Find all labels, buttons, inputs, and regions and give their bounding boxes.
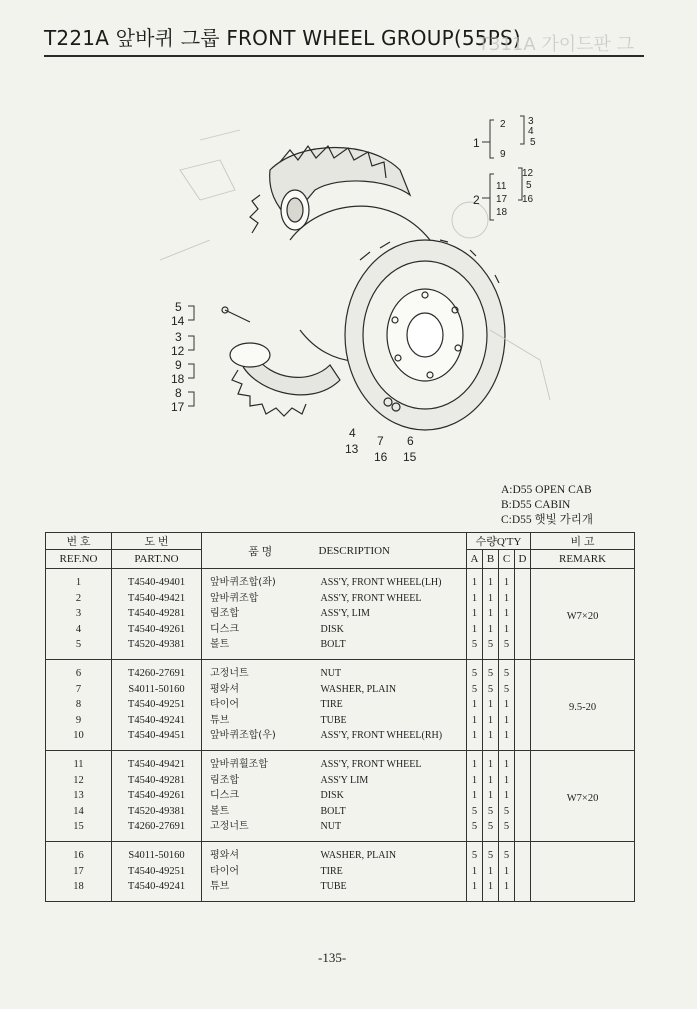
ref-cell: 1 bbox=[46, 569, 112, 591]
qty-c-cell: 1 bbox=[499, 697, 515, 713]
ref-cell: 6 bbox=[46, 659, 112, 681]
qty-c-cell: 1 bbox=[499, 622, 515, 638]
part-no-cell: T4540-49281 bbox=[112, 773, 202, 789]
qty-c-cell: 5 bbox=[499, 841, 515, 863]
description-cell: BOLT bbox=[319, 804, 467, 820]
qty-a-cell: 1 bbox=[467, 606, 483, 622]
qty-a-cell: 1 bbox=[467, 622, 483, 638]
qty-b-cell: 1 bbox=[483, 569, 499, 591]
part-header-kr: 도 번 bbox=[112, 533, 202, 550]
korean-name-cell: 타이어 bbox=[202, 697, 319, 713]
qty-c-cell: 5 bbox=[499, 819, 515, 841]
korean-name-cell: 앞바퀴조합(좌) bbox=[202, 569, 319, 591]
qty-b-cell: 5 bbox=[483, 804, 499, 820]
description-cell: BOLT bbox=[319, 637, 467, 659]
qty-c-cell: 1 bbox=[499, 713, 515, 729]
legend-b: B:D55 CABIN bbox=[501, 499, 571, 511]
page-number: -135- bbox=[318, 950, 347, 965]
group-2-item: 18 bbox=[496, 207, 508, 218]
qty-c-cell: 5 bbox=[499, 659, 515, 681]
qty-a-cell: 1 bbox=[467, 591, 483, 607]
korean-name-cell: 앞바퀴휠조합 bbox=[202, 750, 319, 772]
name-header-kr: 품 명 bbox=[202, 533, 319, 569]
ref-cell: 14 bbox=[46, 804, 112, 820]
description-cell: ASS'Y LIM bbox=[319, 773, 467, 789]
callout-15: 15 bbox=[403, 450, 417, 464]
ref-cell: 5 bbox=[46, 637, 112, 659]
korean-name-cell: 디스크 bbox=[202, 788, 319, 804]
remark-text: W7×20 bbox=[566, 611, 599, 623]
qty-c-cell: 1 bbox=[499, 750, 515, 772]
description-cell: NUT bbox=[319, 819, 467, 841]
part-no-cell: T4540-49261 bbox=[112, 788, 202, 804]
description-cell: TIRE bbox=[319, 864, 467, 880]
table-row bbox=[46, 750, 635, 772]
ref-cell: 12 bbox=[46, 773, 112, 789]
qty-d-cell bbox=[515, 659, 531, 681]
qty-d-cell bbox=[515, 569, 531, 591]
group-1-item: 3 bbox=[528, 116, 534, 127]
description-cell: WASHER, PLAIN bbox=[319, 682, 467, 698]
qty-b-cell: 1 bbox=[483, 728, 499, 750]
qty-c-cell: 1 bbox=[499, 864, 515, 880]
ref-cell: 4 bbox=[46, 622, 112, 638]
group-1-item: 2 bbox=[500, 119, 506, 130]
part-no-cell: T4540-49451 bbox=[112, 728, 202, 750]
qty-d-cell bbox=[515, 622, 531, 638]
callout-18: 18 bbox=[171, 372, 185, 386]
callout-3: 3 bbox=[175, 330, 182, 344]
qty-a-cell: 5 bbox=[467, 819, 483, 841]
ref-cell: 8 bbox=[46, 697, 112, 713]
korean-name-cell: 튜브 bbox=[202, 713, 319, 729]
table-row bbox=[46, 659, 635, 681]
qty-c-cell: 1 bbox=[499, 879, 515, 901]
part-no-cell: T4540-49251 bbox=[112, 864, 202, 880]
qty-b-cell: 5 bbox=[483, 637, 499, 659]
group-2-item: 11 bbox=[496, 181, 507, 192]
qty-c-cell: 1 bbox=[499, 788, 515, 804]
korean-name-cell: 타이어 bbox=[202, 864, 319, 880]
qty-b-header: B bbox=[483, 550, 499, 569]
qty-c-header: C bbox=[499, 550, 515, 569]
ref-header-kr: 번 호 bbox=[46, 533, 112, 550]
description-cell: DISK bbox=[319, 622, 467, 638]
qty-b-cell: 1 bbox=[483, 606, 499, 622]
qty-a-cell: 1 bbox=[467, 750, 483, 772]
qty-d-header: D bbox=[515, 550, 531, 569]
qty-b-cell: 5 bbox=[483, 659, 499, 681]
qty-b-cell: 1 bbox=[483, 773, 499, 789]
callout-4: 4 bbox=[349, 426, 356, 440]
qty-a-cell: 5 bbox=[467, 637, 483, 659]
legend-c: C:D55 햇빛 가리개 bbox=[501, 514, 593, 526]
qty-d-cell bbox=[515, 713, 531, 729]
qty-header: 수량Q'TY bbox=[467, 533, 531, 550]
group-2-item: 12 bbox=[522, 168, 534, 179]
qty-d-cell bbox=[515, 682, 531, 698]
ref-cell: 17 bbox=[46, 864, 112, 880]
ref-cell: 11 bbox=[46, 750, 112, 772]
group-1-item: 4 bbox=[528, 126, 534, 137]
qty-c-cell: 5 bbox=[499, 682, 515, 698]
group-1-item: 9 bbox=[500, 149, 506, 160]
description-cell: NUT bbox=[319, 659, 467, 681]
callout-12: 12 bbox=[171, 344, 185, 358]
description-cell: WASHER, PLAIN bbox=[319, 841, 467, 863]
qty-a-cell: 1 bbox=[467, 697, 483, 713]
callout-5: 5 bbox=[175, 300, 182, 314]
bleed-through-title: T311A 가이드판 그 bbox=[478, 34, 635, 55]
qty-d-cell bbox=[515, 697, 531, 713]
qty-c-cell: 1 bbox=[499, 591, 515, 607]
callout-14: 14 bbox=[171, 314, 185, 328]
qty-d-cell bbox=[515, 750, 531, 772]
qty-d-cell bbox=[515, 879, 531, 901]
description-cell: ASS'Y, FRONT WHEEL bbox=[319, 750, 467, 772]
remark-text: 9.5-20 bbox=[568, 702, 597, 714]
remark-cell bbox=[531, 659, 635, 750]
qty-c-cell: 5 bbox=[499, 637, 515, 659]
qty-a-cell: 5 bbox=[467, 659, 483, 681]
korean-name-cell: 고정너트 bbox=[202, 819, 319, 841]
korean-name-cell: 고정너트 bbox=[202, 659, 319, 681]
ref-cell: 13 bbox=[46, 788, 112, 804]
group-1-item: 5 bbox=[530, 137, 536, 148]
part-no-cell: T4540-49421 bbox=[112, 591, 202, 607]
callout-9: 9 bbox=[175, 358, 182, 372]
qty-a-cell: 1 bbox=[467, 788, 483, 804]
part-header: PART.NO bbox=[112, 550, 202, 569]
qty-d-cell bbox=[515, 804, 531, 820]
left-callout-brackets bbox=[186, 300, 200, 412]
ref-cell: 9 bbox=[46, 713, 112, 729]
table-row bbox=[46, 569, 635, 591]
qty-a-cell: 5 bbox=[467, 841, 483, 863]
qty-b-cell: 5 bbox=[483, 841, 499, 863]
group-2-item: 17 bbox=[496, 194, 508, 205]
callout-17: 17 bbox=[171, 400, 185, 414]
qty-d-cell bbox=[515, 864, 531, 880]
description-cell: TUBE bbox=[319, 879, 467, 901]
qty-a-cell: 1 bbox=[467, 728, 483, 750]
part-no-cell: T4540-49281 bbox=[112, 606, 202, 622]
ref-cell: 10 bbox=[46, 728, 112, 750]
group-1-label: 1 bbox=[473, 136, 480, 150]
korean-name-cell: 평와셔 bbox=[202, 682, 319, 698]
qty-a-header: A bbox=[467, 550, 483, 569]
remark-cell bbox=[531, 750, 635, 841]
qty-d-cell bbox=[515, 819, 531, 841]
description-cell: TIRE bbox=[319, 697, 467, 713]
qty-a-cell: 1 bbox=[467, 569, 483, 591]
qty-c-cell: 1 bbox=[499, 606, 515, 622]
ref-cell: 2 bbox=[46, 591, 112, 607]
qty-d-cell bbox=[515, 841, 531, 863]
qty-d-cell bbox=[515, 728, 531, 750]
korean-name-cell: 평와셔 bbox=[202, 841, 319, 863]
korean-name-cell: 앞바퀴조합(우) bbox=[202, 728, 319, 750]
qty-a-cell: 1 bbox=[467, 713, 483, 729]
qty-b-cell: 1 bbox=[483, 788, 499, 804]
ref-cell: 3 bbox=[46, 606, 112, 622]
parts-table-body bbox=[46, 569, 635, 902]
group-2-label: 2 bbox=[473, 193, 480, 207]
part-no-cell: T4260-27691 bbox=[112, 819, 202, 841]
description-cell: ASS'Y, FRONT WHEEL(RH) bbox=[319, 728, 467, 750]
part-no-cell: T4540-49251 bbox=[112, 697, 202, 713]
qty-c-cell: 1 bbox=[499, 728, 515, 750]
page-title: T221A 앞바퀴 그룹 FRONT WHEEL GROUP(55PS) bbox=[44, 26, 521, 50]
remark-cell bbox=[531, 841, 635, 901]
remark-header: REMARK bbox=[531, 550, 635, 569]
part-no-cell: T4260-27691 bbox=[112, 659, 202, 681]
qty-b-cell: 1 bbox=[483, 591, 499, 607]
callout-13: 13 bbox=[345, 442, 359, 456]
korean-name-cell: 림조합 bbox=[202, 606, 319, 622]
korean-name-cell: 볼트 bbox=[202, 804, 319, 820]
part-no-cell: T4540-49241 bbox=[112, 713, 202, 729]
korean-name-cell: 볼트 bbox=[202, 637, 319, 659]
ref-header: REF.NO bbox=[46, 550, 112, 569]
qty-a-cell: 1 bbox=[467, 864, 483, 880]
callout-6: 6 bbox=[407, 434, 414, 448]
qty-b-cell: 1 bbox=[483, 697, 499, 713]
part-no-cell: T4540-49401 bbox=[112, 569, 202, 591]
description-header: DESCRIPTION bbox=[319, 533, 467, 569]
description-cell: DISK bbox=[319, 788, 467, 804]
model-legend bbox=[501, 483, 593, 528]
description-cell: ASS'Y, LIM bbox=[319, 606, 467, 622]
qty-d-cell bbox=[515, 606, 531, 622]
korean-name-cell: 디스크 bbox=[202, 622, 319, 638]
description-cell: TUBE bbox=[319, 713, 467, 729]
part-no-cell: T4540-49261 bbox=[112, 622, 202, 638]
part-no-cell: S4011-50160 bbox=[112, 682, 202, 698]
qty-b-cell: 1 bbox=[483, 750, 499, 772]
korean-name-cell: 앞바퀴조합 bbox=[202, 591, 319, 607]
qty-b-cell: 1 bbox=[483, 622, 499, 638]
ref-cell: 7 bbox=[46, 682, 112, 698]
part-no-cell: S4011-50160 bbox=[112, 841, 202, 863]
callout-16: 16 bbox=[374, 450, 388, 464]
korean-name-cell: 튜브 bbox=[202, 879, 319, 901]
ref-cell: 16 bbox=[46, 841, 112, 863]
callout-8: 8 bbox=[175, 386, 182, 400]
qty-d-cell bbox=[515, 591, 531, 607]
qty-c-cell: 5 bbox=[499, 804, 515, 820]
table-row bbox=[46, 841, 635, 863]
qty-b-cell: 5 bbox=[483, 682, 499, 698]
legend-a: A:D55 OPEN CAB bbox=[501, 484, 592, 496]
qty-b-cell: 5 bbox=[483, 819, 499, 841]
remark-cell bbox=[531, 569, 635, 660]
callout-7: 7 bbox=[377, 434, 384, 448]
qty-d-cell bbox=[515, 637, 531, 659]
qty-c-cell: 1 bbox=[499, 569, 515, 591]
group-2-item: 16 bbox=[522, 194, 534, 205]
ref-cell: 18 bbox=[46, 879, 112, 901]
qty-d-cell bbox=[515, 788, 531, 804]
qty-d-cell bbox=[515, 773, 531, 789]
part-no-cell: T4520-49381 bbox=[112, 637, 202, 659]
description-cell: ASS'Y, FRONT WHEEL bbox=[319, 591, 467, 607]
qty-a-cell: 1 bbox=[467, 879, 483, 901]
description-cell: ASS'Y, FRONT WHEEL(LH) bbox=[319, 569, 467, 591]
qty-b-cell: 1 bbox=[483, 713, 499, 729]
part-no-cell: T4520-49381 bbox=[112, 804, 202, 820]
korean-name-cell: 림조합 bbox=[202, 773, 319, 789]
group-brackets bbox=[480, 108, 550, 233]
qty-b-cell: 1 bbox=[483, 879, 499, 901]
ref-cell: 15 bbox=[46, 819, 112, 841]
qty-a-cell: 5 bbox=[467, 804, 483, 820]
remark-text: W7×20 bbox=[566, 793, 599, 805]
qty-c-cell: 1 bbox=[499, 773, 515, 789]
parts-table bbox=[45, 532, 635, 902]
part-no-cell: T4540-49241 bbox=[112, 879, 202, 901]
qty-a-cell: 5 bbox=[467, 682, 483, 698]
qty-b-cell: 1 bbox=[483, 864, 499, 880]
qty-a-cell: 1 bbox=[467, 773, 483, 789]
group-2-item: 5 bbox=[526, 180, 532, 191]
title-rule bbox=[44, 55, 644, 57]
part-no-cell: T4540-49421 bbox=[112, 750, 202, 772]
remark-header-kr: 비 고 bbox=[531, 533, 635, 550]
